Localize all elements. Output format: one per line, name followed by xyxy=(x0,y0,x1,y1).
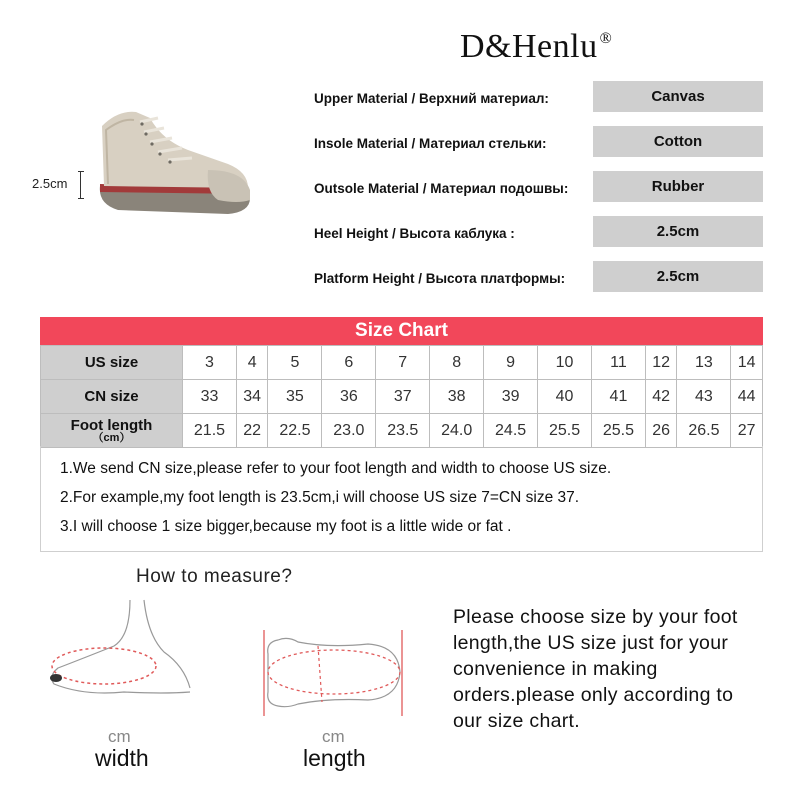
attr-outsole-value: Rubber xyxy=(593,171,763,202)
cn-size-cell: 44 xyxy=(731,380,763,414)
cn-size-cell: 38 xyxy=(430,380,484,414)
us-size-header: US size xyxy=(41,346,183,380)
foot-length-cell: 24.5 xyxy=(484,414,538,448)
foot-length-row xyxy=(41,414,763,448)
foot-length-cell: 25.5 xyxy=(538,414,592,448)
attr-platform-value: 2.5cm xyxy=(593,261,763,292)
foot-length-header xyxy=(41,414,183,448)
registered-mark: ® xyxy=(599,30,613,47)
attr-heel-value: 2.5cm xyxy=(593,216,763,247)
us-size-cell: 10 xyxy=(538,346,592,380)
foot-length-cell: 23.5 xyxy=(376,414,430,448)
foot-length-cell: 26 xyxy=(645,414,677,448)
attr-platform-label: Platform Height / Высота платформы: xyxy=(314,271,566,286)
attr-upper-label: Upper Material / Верхний материал: xyxy=(314,91,549,106)
cn-size-cell: 41 xyxy=(591,380,645,414)
us-size-cell: 4 xyxy=(236,346,268,380)
attr-outsole-label: Outsole Material / Материал подошвы: xyxy=(314,181,569,196)
shoe-height-label: 2.5cm xyxy=(32,176,68,191)
cn-size-cell: 43 xyxy=(677,380,731,414)
width-unit: cm xyxy=(108,727,131,746)
foot-length-cell: 26.5 xyxy=(677,414,731,448)
cn-size-cell: 42 xyxy=(645,380,677,414)
cn-size-header: CN size xyxy=(41,380,183,414)
foot-length-unit: （cm） xyxy=(92,431,131,444)
size-chart-title: Size Chart xyxy=(40,317,763,345)
us-size-cell: 14 xyxy=(731,346,763,380)
foot-length-label: Foot length xyxy=(70,416,153,434)
cn-size-cell: 34 xyxy=(236,380,268,414)
attr-upper-value: Canvas xyxy=(593,81,763,112)
size-advice-text: Please choose size by your foot length,the US size just for your convenience in making orders.please only according to our size chart. xyxy=(453,606,738,732)
note-3: 3.I will choose 1 size bigger,because my foot is a little wide or fat . xyxy=(60,518,512,535)
note-1: 1.We send CN size,please refer to your foot length and width to choose US size. xyxy=(60,460,612,477)
attr-heel-label: Heel Height / Высота каблука : xyxy=(314,226,515,241)
foot-length-cell: 25.5 xyxy=(591,414,645,448)
foot-length-cell: 24.0 xyxy=(430,414,484,448)
us-size-cell: 13 xyxy=(677,346,731,380)
attr-insole-value: Cotton xyxy=(593,126,763,157)
us-size-cell: 3 xyxy=(183,346,237,380)
how-to-measure-title: How to measure? xyxy=(136,566,293,587)
length-unit: cm xyxy=(322,727,345,746)
cn-size-cell: 33 xyxy=(183,380,237,414)
length-label: length xyxy=(303,745,366,771)
cn-size-cell: 36 xyxy=(322,380,376,414)
foot-length-cell: 22.5 xyxy=(268,414,322,448)
cn-size-cell: 40 xyxy=(538,380,592,414)
foot-width-illustration xyxy=(44,596,204,706)
height-bracket xyxy=(78,171,84,199)
shoe-image xyxy=(78,100,258,220)
foot-length-cell: 21.5 xyxy=(183,414,237,448)
cn-size-cell: 35 xyxy=(268,380,322,414)
foot-length-cell: 23.0 xyxy=(322,414,376,448)
us-size-cell: 7 xyxy=(376,346,430,380)
width-label: width xyxy=(95,745,149,771)
us-size-row xyxy=(41,346,763,380)
cn-size-cell: 37 xyxy=(376,380,430,414)
foot-length-illustration xyxy=(258,624,408,724)
brand-logo xyxy=(460,28,612,66)
brand-name: D&Henlu xyxy=(460,28,598,65)
us-size-cell: 9 xyxy=(484,346,538,380)
foot-length-cell: 22 xyxy=(236,414,268,448)
note-2: 2.For example,my foot length is 23.5cm,i will choose US size 7=CN size 37. xyxy=(60,489,580,506)
us-size-cell: 6 xyxy=(322,346,376,380)
cn-size-row xyxy=(41,380,763,414)
cn-size-cell: 39 xyxy=(484,380,538,414)
us-size-cell: 8 xyxy=(430,346,484,380)
size-chart-table xyxy=(40,345,763,448)
attr-insole-label: Insole Material / Материал стельки: xyxy=(314,136,547,151)
us-size-cell: 12 xyxy=(645,346,677,380)
us-size-cell: 5 xyxy=(268,346,322,380)
foot-length-cell: 27 xyxy=(731,414,763,448)
us-size-cell: 11 xyxy=(591,346,645,380)
